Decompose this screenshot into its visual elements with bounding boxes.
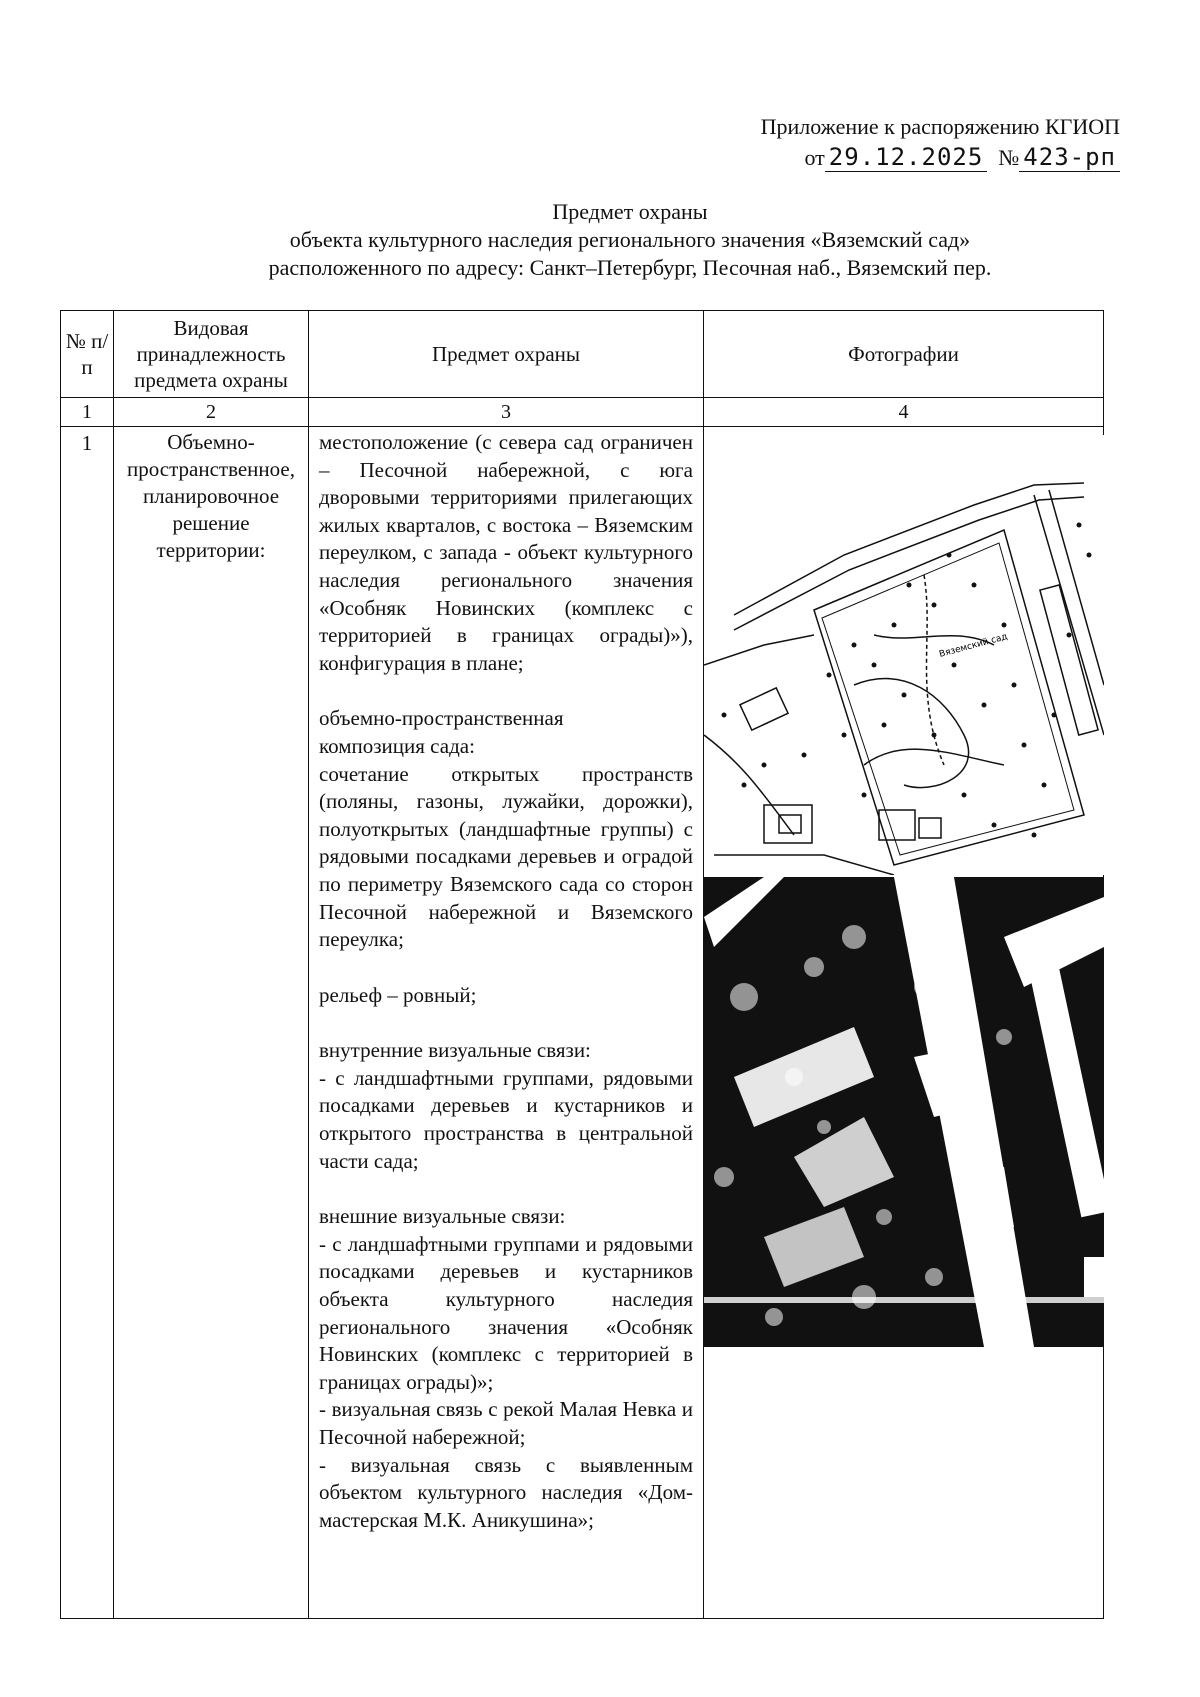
aerial-photo (704, 877, 1104, 1347)
attachment-title: Приложение к распоряжению КГИОП (760, 114, 1120, 139)
document-title (60, 198, 1200, 282)
external-links-item: - визуальная связь с рекой Малая Невка и Песочной набережной; (319, 1397, 693, 1449)
title-line-1: Предмет охраны (552, 199, 708, 224)
external-links-item: - с ландшафтными группами и рядовыми посадками деревьев и кустарников объекта культурного наследия регионального значения «Особняк Новинских (комплекс с территорией в границах ограды)»; (319, 1231, 693, 1394)
site-plan-map (704, 435, 1104, 875)
composition-heading-2: композиция сада: (319, 733, 475, 758)
order-date: 29.12.2025 (825, 143, 988, 172)
external-links-item: - визуальная связь с выявленным объектом культурного наследия «Дом-мастерская М.К. Аникушина»; (319, 1452, 693, 1532)
table-row (61, 427, 1104, 1619)
title-line-3: расположенного по адресу: Санкт–Петербург, Песочная наб., Вяземский пер. (268, 255, 992, 280)
index-cell: 3 (309, 398, 704, 427)
table-header-row (61, 311, 1104, 398)
from-label: от (804, 145, 825, 170)
order-number-line (700, 142, 1120, 173)
table-index-row (61, 398, 1104, 427)
row-content (309, 427, 704, 1619)
header-photos: Фотографии (704, 311, 1104, 398)
row-type: Объемно-пространственное, планировочное решение территории: (114, 427, 309, 1619)
attachment-header (700, 112, 1120, 173)
location-paragraph: местоположение (с севера сад ограничен – Песочной набережной, с юга дворовыми территориями прилегающих жилых кварталов, с востока – Вяземским переулком, с запада - объект культурного наследия регионального значения «Особняк Новинских (комплекс с территорией в границах ограды)»), конфигурация в плане; (319, 430, 693, 675)
index-cell: 2 (114, 398, 309, 427)
composition-heading: объемно-пространственная (319, 706, 564, 731)
external-links-heading: внешние визуальные связи: (319, 1204, 566, 1229)
header-type: Видовая принадлежность предмета охраны (114, 311, 309, 398)
order-number: 423-рп (1019, 143, 1120, 172)
number-label: № (998, 145, 1020, 170)
index-cell: 4 (704, 398, 1104, 427)
row-number: 1 (61, 427, 114, 1619)
header-number: № п/п (61, 311, 114, 398)
header-subject: Предмет охраны (309, 311, 704, 398)
relief-paragraph: рельеф – ровный; (319, 982, 477, 1007)
protection-subject-table (60, 310, 1104, 1619)
composition-paragraph: сочетание открытых пространств (поляны, газоны, лужайки, дорожки), полуоткрытых (ландшафтные группы) с рядовыми посадками деревьев и оградой по периметру Вяземского сада со сторон Песочной набережной и Вяземского переулка; (319, 761, 693, 952)
title-line-2: объекта культурного наследия регионального значения «Вяземский сад» (289, 227, 971, 252)
internal-links-heading: внутренние визуальные связи: (319, 1038, 591, 1063)
map-park-label: Вяземский сад (938, 632, 1009, 660)
index-cell: 1 (61, 398, 114, 427)
internal-links-paragraph: - с ландшафтными группами, рядовыми посадками деревьев и кустарников и открытого пространства в центральной части сада; (319, 1065, 693, 1173)
row-photos (704, 427, 1104, 1619)
